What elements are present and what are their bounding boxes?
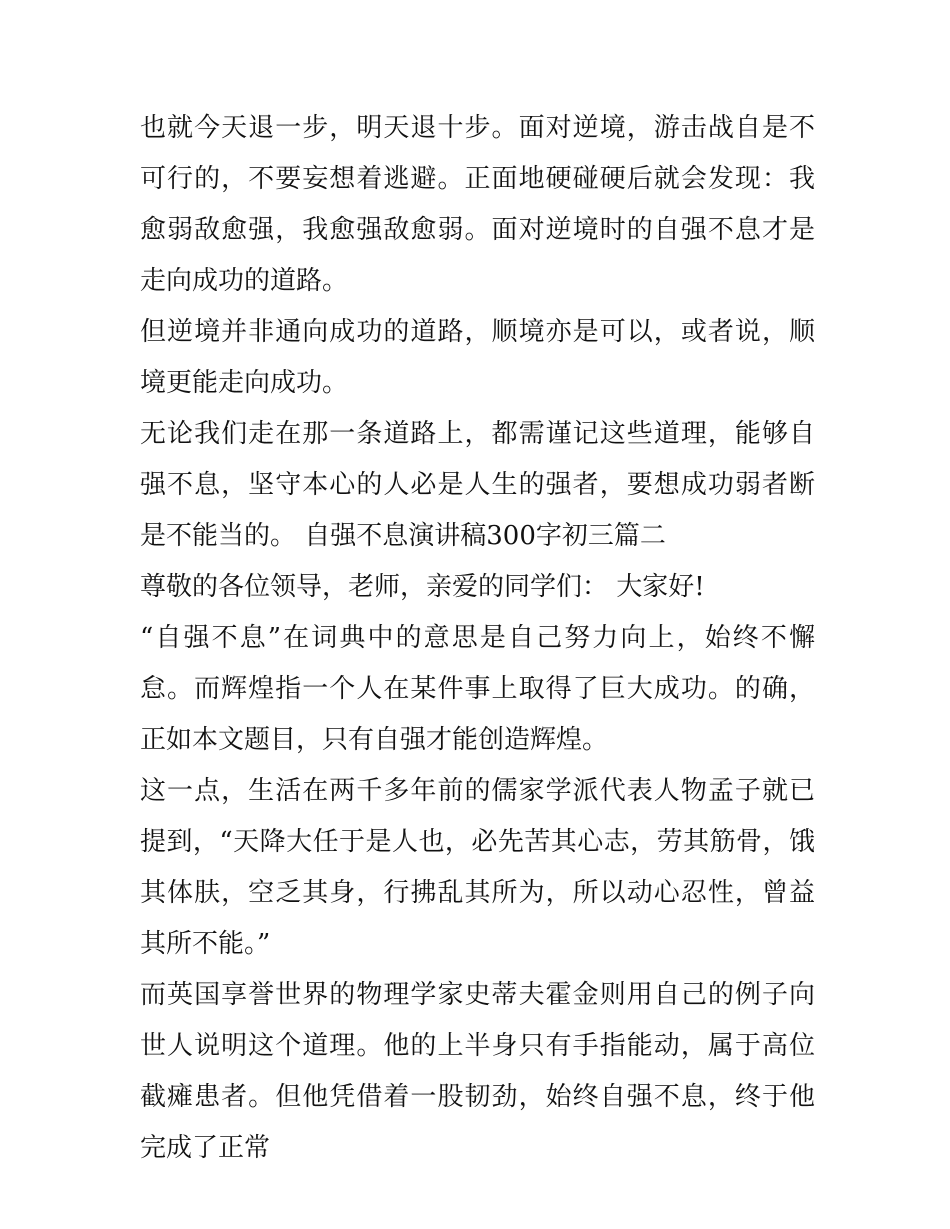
document-body <box>140 103 815 1174</box>
paragraph-7: 而英国享誉世界的物理学家史蒂夫霍金则用自己的例子向世人说明这个道理。他的上半身只有手指能动，属于高位截瘫患者。但他凭借着一股韧劲，始终自强不息，终于他完成了正常 <box>140 980 815 1163</box>
paragraph-6: 这一点，生活在两千多年前的儒家学派代表人物孟子就已提到，“天降大任于是人也，必先苦其心志，劳其筋骨，饿其体肤，空乏其身，行拂乱其所为，所以动心忍性，曾益其所不能。” <box>140 776 815 959</box>
paragraph-3: 无论我们走在那一条道路上，都需谨记这些道理，能够自强不息，坚守本心的人必是人生的强者，要想成功弱者断是不能当的。 自强不息演讲稿300字初三篇二 <box>140 419 815 551</box>
paragraph-4: 尊敬的各位领导，老师，亲爱的同学们： 大家好! <box>140 572 705 602</box>
paragraph-5: “自强不息”在词典中的意思是自己努力向上，始终不懈怠。而辉煌指一个人在某件事上取得了巨大成功。的确，正如本文题目，只有自强才能创造辉煌。 <box>140 623 815 755</box>
paragraph-1: 也就今天退一步，明天退十步。面对逆境，游击战自是不可行的，不要妄想着逃避。正面地硬碰硬后就会发现：我愈弱敌愈强，我愈强敌愈弱。面对逆境时的自强不息才是走向成功的道路。 <box>140 113 815 296</box>
paragraph-2: 但逆境并非通向成功的道路，顺境亦是可以，或者说，顺境更能走向成功。 <box>140 317 815 398</box>
